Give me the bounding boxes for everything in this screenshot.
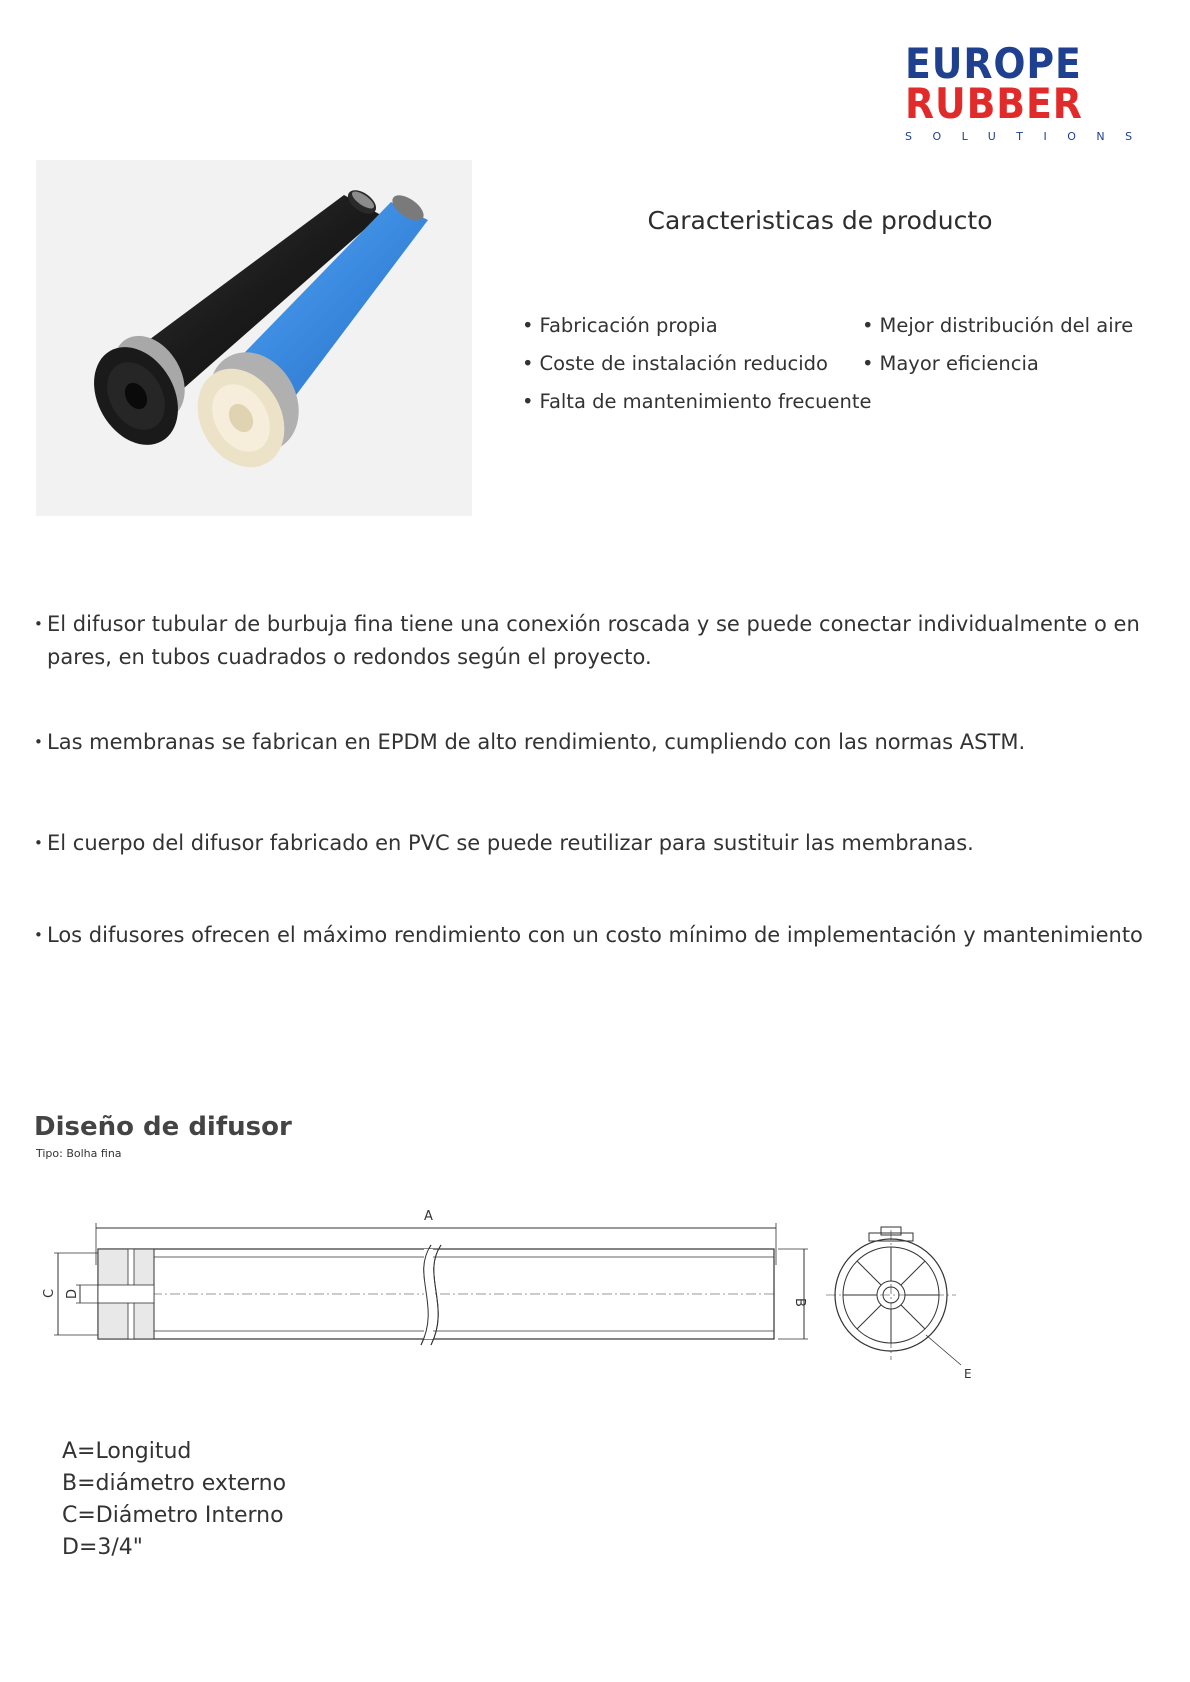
feature-item: • Mayor eficiencia bbox=[862, 345, 1133, 383]
feature-item: • Coste de instalación reducido bbox=[522, 345, 871, 383]
dimension-label-a: A bbox=[424, 1209, 433, 1224]
description-item bbox=[34, 919, 1143, 952]
product-photo bbox=[36, 160, 472, 516]
feature-item: • Mejor distribución del aire bbox=[862, 307, 1133, 345]
feature-item: • Fabricación propia bbox=[522, 307, 871, 345]
dimension-label-d: D bbox=[65, 1288, 80, 1299]
description-text: • Las membranas se fabrican en EPDM de alto rendimiento, cumpliendo con las normas ASTM. bbox=[47, 730, 1026, 754]
feature-item: • Falta de mantenimiento frecuente bbox=[522, 383, 871, 421]
features-title: Caracteristicas de producto bbox=[647, 206, 993, 235]
description-text: • El difusor tubular de burbuja fina tiene una conexión roscada y se puede conectar individualmente o en pares, en tubos cuadrados o redondos según el proyecto. bbox=[47, 612, 1140, 669]
diffuser-schematic bbox=[36, 1205, 986, 1385]
dimension-label-c: C bbox=[42, 1288, 57, 1298]
diffuser-tubes-image bbox=[36, 160, 472, 516]
legend-item: A=Longitud bbox=[62, 1439, 192, 1464]
description-text: • Los difusores ofrecen el máximo rendimiento con un costo mínimo de implementación y mantenimiento bbox=[47, 923, 1143, 947]
design-subtitle: Tipo: Bolha fina bbox=[36, 1147, 122, 1160]
description-item bbox=[34, 608, 1184, 674]
legend-item: B=diámetro externo bbox=[62, 1471, 287, 1496]
features-list-right bbox=[862, 307, 1133, 383]
logo-text-europe: EUROPE bbox=[905, 39, 1082, 88]
dimension-label-b: B bbox=[792, 1298, 807, 1307]
dimension-label-e: E bbox=[964, 1367, 972, 1381]
company-logo bbox=[905, 39, 1153, 143]
dimension-legend bbox=[62, 1436, 286, 1564]
legend-item: D=3/4" bbox=[62, 1535, 143, 1560]
description-item bbox=[34, 827, 974, 860]
features-list-left bbox=[522, 307, 871, 421]
technical-drawing bbox=[36, 1205, 986, 1389]
description-text: • El cuerpo del difusor fabricado en PVC se puede reutilizar para sustituir las membranas. bbox=[47, 831, 974, 855]
description-item bbox=[34, 726, 1025, 759]
design-title: Diseño de difusor bbox=[34, 1112, 292, 1142]
logo-text-solutions: SOLUTIONS bbox=[905, 130, 1153, 143]
logo-text-rubber: RUBBER bbox=[905, 79, 1083, 128]
legend-item: C=Diámetro Interno bbox=[62, 1503, 284, 1528]
